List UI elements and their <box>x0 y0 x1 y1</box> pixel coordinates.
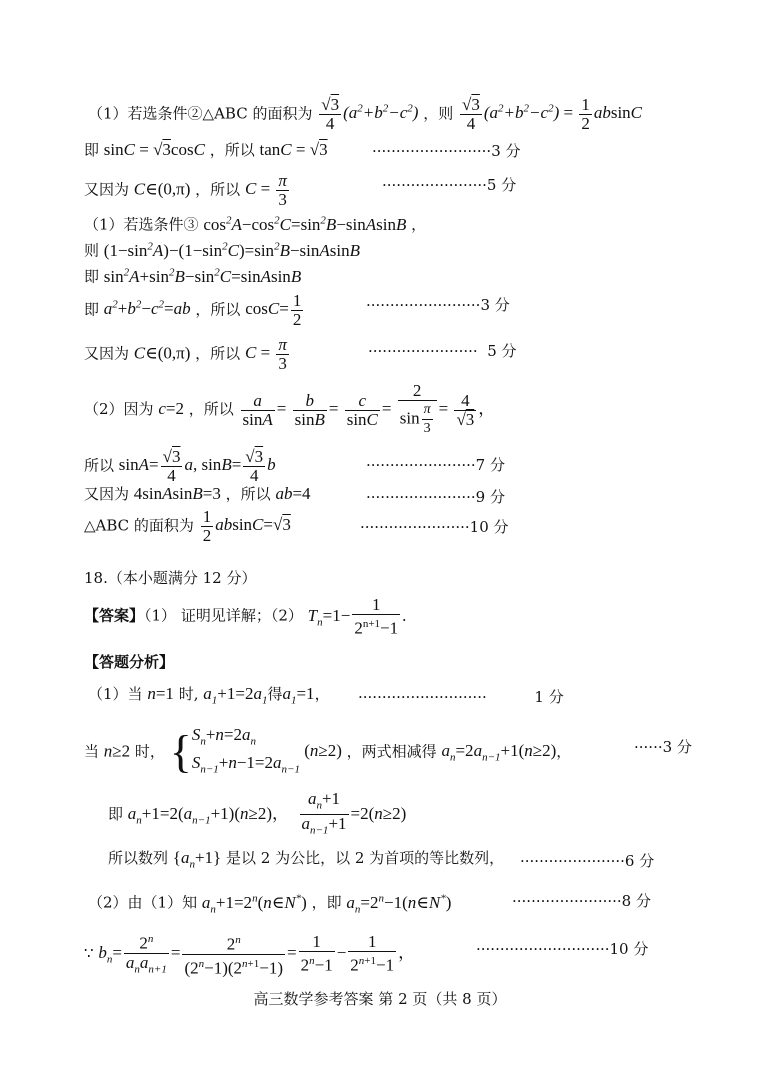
line-3: 又因为 C∈(0,π) ，所以 C = $\frac{\pi}{3}$ <box>84 171 287 209</box>
answer-line: 【答案】（1） 证明见详解；（2） $T_n=1-$ $\frac{1}{2^{n+1}-1}$ . <box>84 595 407 638</box>
line-11: 又因为 4sinAsinB=3 ，所以 ab=4 <box>84 484 311 503</box>
analysis-line-4: 所以数列 $\{a_n+1\}$ 是以 2 为公比，以 2 为首项的等比数列， <box>108 848 505 871</box>
line-4: （1）若选条件③ $\cos^2A-\cos^2C=\sin^2B-sinAsinB$ ， <box>84 214 427 234</box>
score-dots: ······3 分 <box>634 738 692 756</box>
analysis-header: 【答题分析】 <box>84 653 175 671</box>
score-dots: ····························10 分 <box>476 940 649 958</box>
score-dots: ·························3 分 <box>372 142 521 160</box>
score-dots: ························3 分 <box>366 296 510 314</box>
analysis-line-6: ∵ $b_n=$ $\frac{2^n}{a_na_{n+1}}$ = $\frac{2^n}{(2^n-1)(2^{n+1}-1)}$ = $\frac{1}{2^n-1}$ − $\frac{1}{2^{n+1}-1}$ ， <box>84 930 415 978</box>
analysis-line-2: 当 n≥2 时， {$S_n+n=2a_n$ $S_{n-1}+n-1=2a_{n-1}$ (n≥2) ，两式相减得 $a_n=2a_{n-1}+1(n\ge 2)$， <box>84 725 572 778</box>
line-12: △ABC 的面积为 $\frac{1}{2}$ absinC=√3 <box>84 507 291 545</box>
line-6: 即 $\sin^2A+\sin^2B-\sin^2C=sinAsinB$ <box>84 266 302 286</box>
score-dots: ······················· 5 分 <box>368 342 517 360</box>
question-18-header: 18.（本小题满分 12 分） <box>84 569 257 587</box>
line-2: 即 sinC = √3cosC ，所以 tanC = √3 <box>84 140 328 159</box>
score-dots: ··························· 1 分 <box>358 688 564 706</box>
line-7: 即 $a^2+b^2-c^2=ab$ ，所以 cosC= $\frac{1}{2}$ <box>84 291 302 329</box>
score-dots: ·······················7 分 <box>366 456 505 474</box>
line-10: 所以 sinA= $\frac{√3}{4}$ a, sinB= $\frac{√3}{4}$ b <box>84 447 276 485</box>
score-dots: ·······················10 分 <box>360 518 509 536</box>
line-8: 又因为 C∈(0,π) ，所以 C = $\frac{\pi}{3}$ <box>84 335 287 373</box>
analysis-line-3: 即 $a_n+1=2(a_{n-1}+1)(n\ge 2)$， $\frac{a_n+1}{a_{n-1}+1}$ =2(n≥2) <box>108 789 407 837</box>
score-dots: ······················5 分 <box>382 176 517 194</box>
score-dots: ·······················9 分 <box>366 488 505 506</box>
line-9: （2）因为 c=2 ，所以 $\frac{a}{\sin A}$ = $\frac{b}{\sin B}$ = $\frac{c}{\sin C}$ = 2 sin $\frac{\pi}{3}$ = $\frac{4}{√3}$ ， <box>84 381 496 436</box>
line-5: 则 $(1-\sin^2A)-(1-\sin^2C)=\sin^2B-sinAsinB$ <box>84 240 361 260</box>
score-dots: ·······················8 分 <box>512 892 651 910</box>
score-dots: ······················6 分 <box>520 852 655 870</box>
page-footer: 高三数学参考答案 第 2 页（共 8 页） <box>253 990 507 1008</box>
analysis-line-5: （2）由（1）知 $a_n+1=2^n(n\in N^*)$ ，即 $a_n=2^n-1(n\in N^*)$ <box>88 892 452 916</box>
line-1: （1）若选条件②△ABC 的面积为 $\frac{√3}{4}$ $(a^2+b^2-c^2)$ ，则 $\frac{√3}{4}$ $(a^2+b^2-c^2)$ = $\frac{1}{2}$ absinC <box>88 95 643 133</box>
analysis-line-1: （1）当 n=1 时, $a_1+1=2a_1$得$a_1=1$， <box>88 684 330 707</box>
math-expr: $\frac{√3}{4}$ $(a^2+b^2-c^2)$ <box>321 95 419 133</box>
